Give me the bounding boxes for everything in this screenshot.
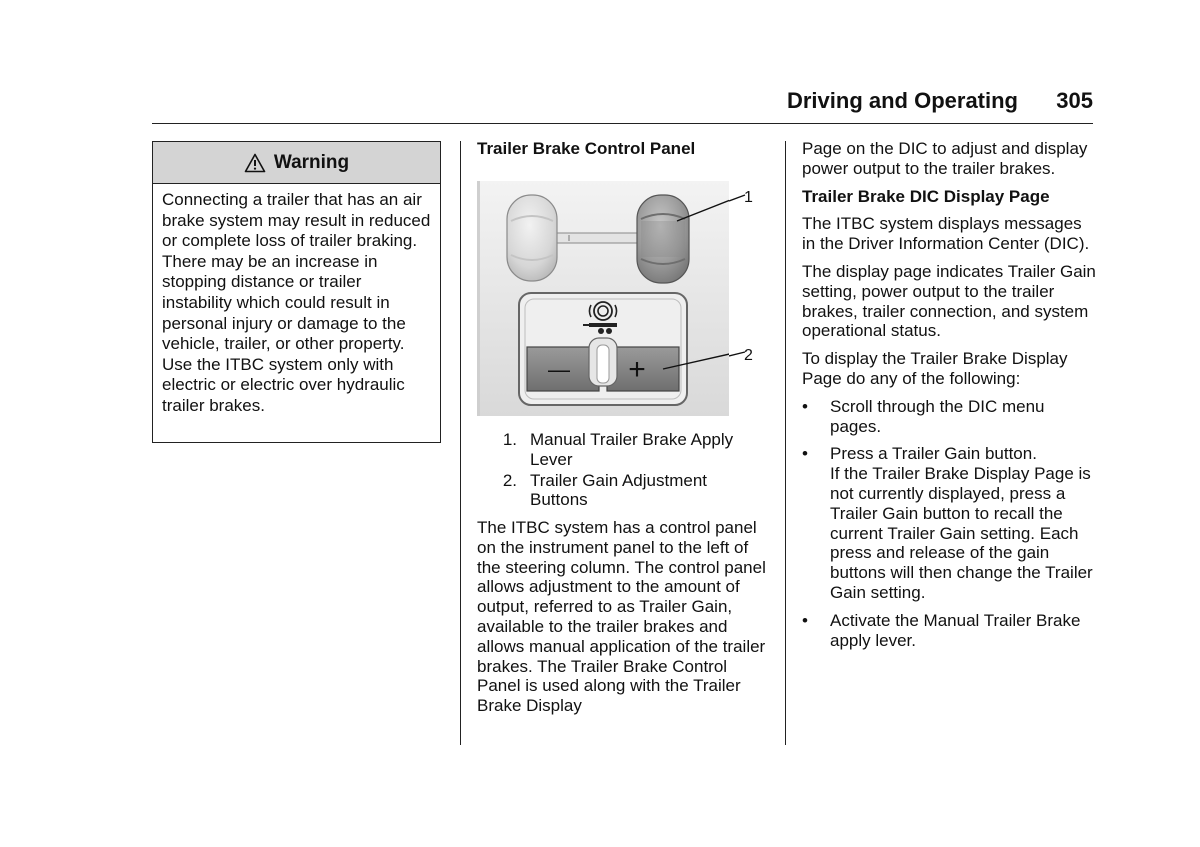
figure-captions [477, 430, 769, 510]
list-item [802, 444, 1098, 602]
warning-triangle-icon [244, 153, 266, 173]
continuation-text: Page on the DIC to adjust and display power output to the trailer brakes. [802, 139, 1088, 178]
paragraph-to-display: To display the Trailer Brake Display Page do any of the following: [802, 349, 1068, 388]
paragraph-dic-messages: The ITBC system displays messages in the Driver Information Center (DIC). [802, 214, 1090, 254]
list-item-text: Activate the Manual Trailer Brake apply lever. [830, 610, 1081, 650]
lever-knob-left [507, 195, 557, 281]
warning-header [153, 142, 440, 184]
plus-symbol: + [628, 353, 646, 386]
right-column [802, 139, 1098, 658]
trailer-brake-control-panel-figure [477, 181, 729, 416]
dic-display-page-heading: Trailer Brake DIC Display Page [802, 186, 1050, 206]
caption-number: 2. [502, 470, 517, 490]
caption-item [477, 471, 769, 511]
warning-text: Connecting a trailer that has an air brake system may result in reduced or complete loss of trailer braking. There may be an increase in stopping distance or trailer instability which could result in personal injury or damage to the vehicle, trailer, or other property. Use the ITBC system only with electric or electric over hydraulic trailer brakes. [162, 190, 431, 415]
bullet: • [802, 610, 808, 630]
caption-text: Manual Trailer Brake Apply Lever [530, 430, 734, 469]
warning-box [152, 141, 441, 443]
middle-column [477, 139, 769, 167]
callout-2-label: 2 [744, 347, 753, 364]
list-item-subtext: If the Trailer Brake Display Page is not currently displayed, press a Trailer Gain button to recall the current Trailer Gain setting. Each press and release of the gain buttons will then change the Trailer Gain setting. [830, 464, 1093, 602]
minus-symbol: — [548, 357, 570, 382]
list-item [802, 397, 1098, 437]
header-rule [152, 123, 1093, 124]
callout-leader-extensions [729, 190, 747, 360]
itbc-description-text: The ITBC system has a control panel on the instrument panel to the left of the steering column. The control panel allows adjustment to the amount of output, referred to as Trailer Gain, available to the trailer brakes and allows manual application of the trailer brakes. The Trailer Brake Control Panel is used along with the Trailer Brake Display [477, 518, 766, 716]
itbc-description [477, 518, 769, 724]
paragraph-display-page: The display page indicates Trailer Gain setting, power output to the trailer brakes, trailer connection, and system operational status. [802, 261, 1096, 341]
section-title: Driving and Operating [786, 88, 1018, 113]
list-item-text: Scroll through the DIC menu pages. [830, 396, 1045, 436]
list-item-text: Press a Trailer Gain button. [830, 444, 1037, 464]
list-item [802, 611, 1098, 651]
column-divider-right [785, 141, 786, 745]
page-number: 305 [1056, 88, 1093, 113]
manual-apply-lever-knob [637, 195, 689, 283]
bullet: • [802, 396, 808, 416]
caption-item [477, 430, 769, 470]
warning-title: Warning [273, 151, 350, 173]
caption-number: 1. [502, 430, 517, 449]
callout-1-label: 1 [744, 189, 753, 206]
caption-text: Trailer Gain Adjustment Buttons [530, 470, 707, 510]
column-divider-left [460, 141, 461, 745]
trailer-brake-control-panel-heading: Trailer Brake Control Panel [477, 139, 696, 158]
bullet: • [802, 444, 808, 464]
